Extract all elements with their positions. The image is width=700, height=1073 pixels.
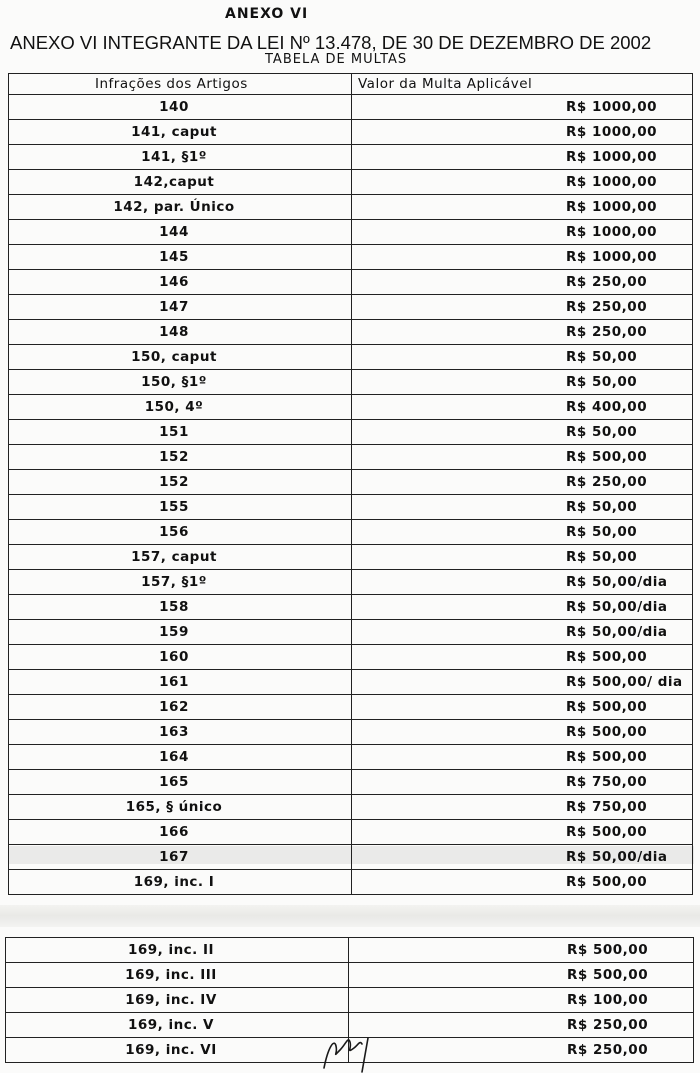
article-cell: 163 [9, 720, 352, 745]
article-cell: 147 [9, 295, 352, 320]
table-row [9, 170, 693, 195]
article-cell: 142,caput [9, 170, 352, 195]
article-cell: 157, §1º [9, 570, 352, 595]
article-cell: 152 [9, 445, 352, 470]
article-cell: 160 [9, 645, 352, 670]
article-cell: 161 [9, 670, 352, 695]
table-row [9, 245, 693, 270]
article-cell: 156 [9, 520, 352, 545]
table-header-row [9, 74, 693, 95]
article-cell: 150, 4º [9, 395, 352, 420]
table-row [9, 220, 693, 245]
fine-cell: R$ 50,00 [352, 520, 693, 545]
table-row [9, 595, 693, 620]
fine-cell: R$ 1000,00 [352, 220, 693, 245]
fine-cell: R$ 750,00 [352, 795, 693, 820]
fine-cell: R$ 500,00 [349, 963, 694, 988]
table-row [9, 820, 693, 845]
fine-cell: R$ 1000,00 [352, 170, 693, 195]
table-row [9, 145, 693, 170]
article-cell: 151 [9, 420, 352, 445]
page-break [0, 905, 700, 927]
table-row [9, 320, 693, 345]
table-row [9, 270, 693, 295]
article-cell: 167 [9, 845, 352, 870]
fine-cell: R$ 500,00 [352, 720, 693, 745]
fine-cell: R$ 50,00 [352, 420, 693, 445]
table-row [9, 495, 693, 520]
fine-cell: R$ 250,00 [352, 295, 693, 320]
article-cell: 144 [9, 220, 352, 245]
table-row [9, 545, 693, 570]
article-cell: 148 [9, 320, 352, 345]
article-cell: 150, §1º [9, 370, 352, 395]
article-cell: 166 [9, 820, 352, 845]
table-row [6, 963, 694, 988]
fine-cell: R$ 500,00/ dia [352, 670, 693, 695]
table-row [9, 720, 693, 745]
fine-cell: R$ 750,00 [352, 770, 693, 795]
fine-cell: R$ 50,00/dia [352, 570, 693, 595]
fine-cell: R$ 50,00 [352, 370, 693, 395]
table-row [9, 570, 693, 595]
table-row [6, 988, 694, 1013]
fine-cell: R$ 250,00 [349, 1013, 694, 1038]
article-cell: 141, caput [9, 120, 352, 145]
column-header-fine: Valor da Multa Aplicável [352, 74, 693, 95]
fine-cell: R$ 50,00 [352, 345, 693, 370]
fine-cell: R$ 1000,00 [352, 95, 693, 120]
fine-cell: R$ 500,00 [352, 445, 693, 470]
article-cell: 140 [9, 95, 352, 120]
fine-cell: R$ 250,00 [352, 270, 693, 295]
handwritten-signature [318, 1028, 378, 1073]
fine-cell: R$ 500,00 [352, 745, 693, 770]
table-row [9, 395, 693, 420]
article-cell: 169, inc. III [6, 963, 349, 988]
article-cell: 169, inc. V [6, 1013, 349, 1038]
article-cell: 165 [9, 770, 352, 795]
article-cell: 162 [9, 695, 352, 720]
article-cell: 141, §1º [9, 145, 352, 170]
fines-table [8, 73, 693, 895]
fine-cell: R$ 250,00 [352, 320, 693, 345]
fine-cell: R$ 1000,00 [352, 145, 693, 170]
fine-cell: R$ 50,00 [352, 545, 693, 570]
fine-cell: R$ 50,00/dia [352, 595, 693, 620]
table-row [9, 345, 693, 370]
table-row [9, 870, 693, 895]
table-row [9, 620, 693, 645]
table-row [9, 470, 693, 495]
column-header-articles: Infrações dos Artigos [9, 74, 352, 95]
article-cell: 169, inc. VI [6, 1038, 349, 1063]
fine-cell: R$ 50,00/dia [352, 620, 693, 645]
article-cell: 152 [9, 470, 352, 495]
article-cell: 142, par. Único [9, 195, 352, 220]
table-row [9, 520, 693, 545]
annex-label: ANEXO VI [225, 6, 309, 22]
table-row [9, 445, 693, 470]
table-row [9, 670, 693, 695]
fine-cell: R$ 500,00 [352, 645, 693, 670]
table-row [9, 795, 693, 820]
fine-cell: R$ 1000,00 [352, 245, 693, 270]
fine-cell: R$ 400,00 [352, 395, 693, 420]
table-row [9, 745, 693, 770]
article-cell: 169, inc. I [9, 870, 352, 895]
article-cell: 145 [9, 245, 352, 270]
table-subtitle: TABELA DE MULTAS [265, 52, 408, 67]
article-cell: 169, inc. IV [6, 988, 349, 1013]
table-row [9, 845, 693, 870]
table-row [9, 370, 693, 395]
table-row [6, 938, 694, 963]
article-cell: 155 [9, 495, 352, 520]
fine-cell: R$ 1000,00 [352, 195, 693, 220]
fine-cell: R$ 500,00 [352, 695, 693, 720]
fine-cell: R$ 500,00 [352, 870, 693, 895]
table-row [9, 770, 693, 795]
article-cell: 158 [9, 595, 352, 620]
table-row [9, 195, 693, 220]
article-cell: 150, caput [9, 345, 352, 370]
fine-cell: R$ 250,00 [349, 1038, 694, 1063]
article-cell: 159 [9, 620, 352, 645]
fines-table-body [9, 95, 693, 895]
article-cell: 157, caput [9, 545, 352, 570]
article-cell: 165, § único [9, 795, 352, 820]
article-cell: 169, inc. II [6, 938, 349, 963]
table-row [9, 120, 693, 145]
fine-cell: R$ 100,00 [349, 988, 694, 1013]
page-title: ANEXO VI INTEGRANTE DA LEI Nº 13.478, DE 30 DE DEZEMBRO DE 2002 [10, 32, 652, 53]
table-row [9, 420, 693, 445]
article-cell: 164 [9, 745, 352, 770]
fine-cell: R$ 500,00 [349, 938, 694, 963]
fine-cell: R$ 1000,00 [352, 120, 693, 145]
fine-cell: R$ 50,00 [352, 495, 693, 520]
fine-cell: R$ 500,00 [352, 820, 693, 845]
fine-cell: R$ 50,00/dia [352, 845, 693, 870]
table-row [9, 695, 693, 720]
table-row [9, 95, 693, 120]
table-row [9, 645, 693, 670]
article-cell: 146 [9, 270, 352, 295]
table-row [9, 295, 693, 320]
fine-cell: R$ 250,00 [352, 470, 693, 495]
